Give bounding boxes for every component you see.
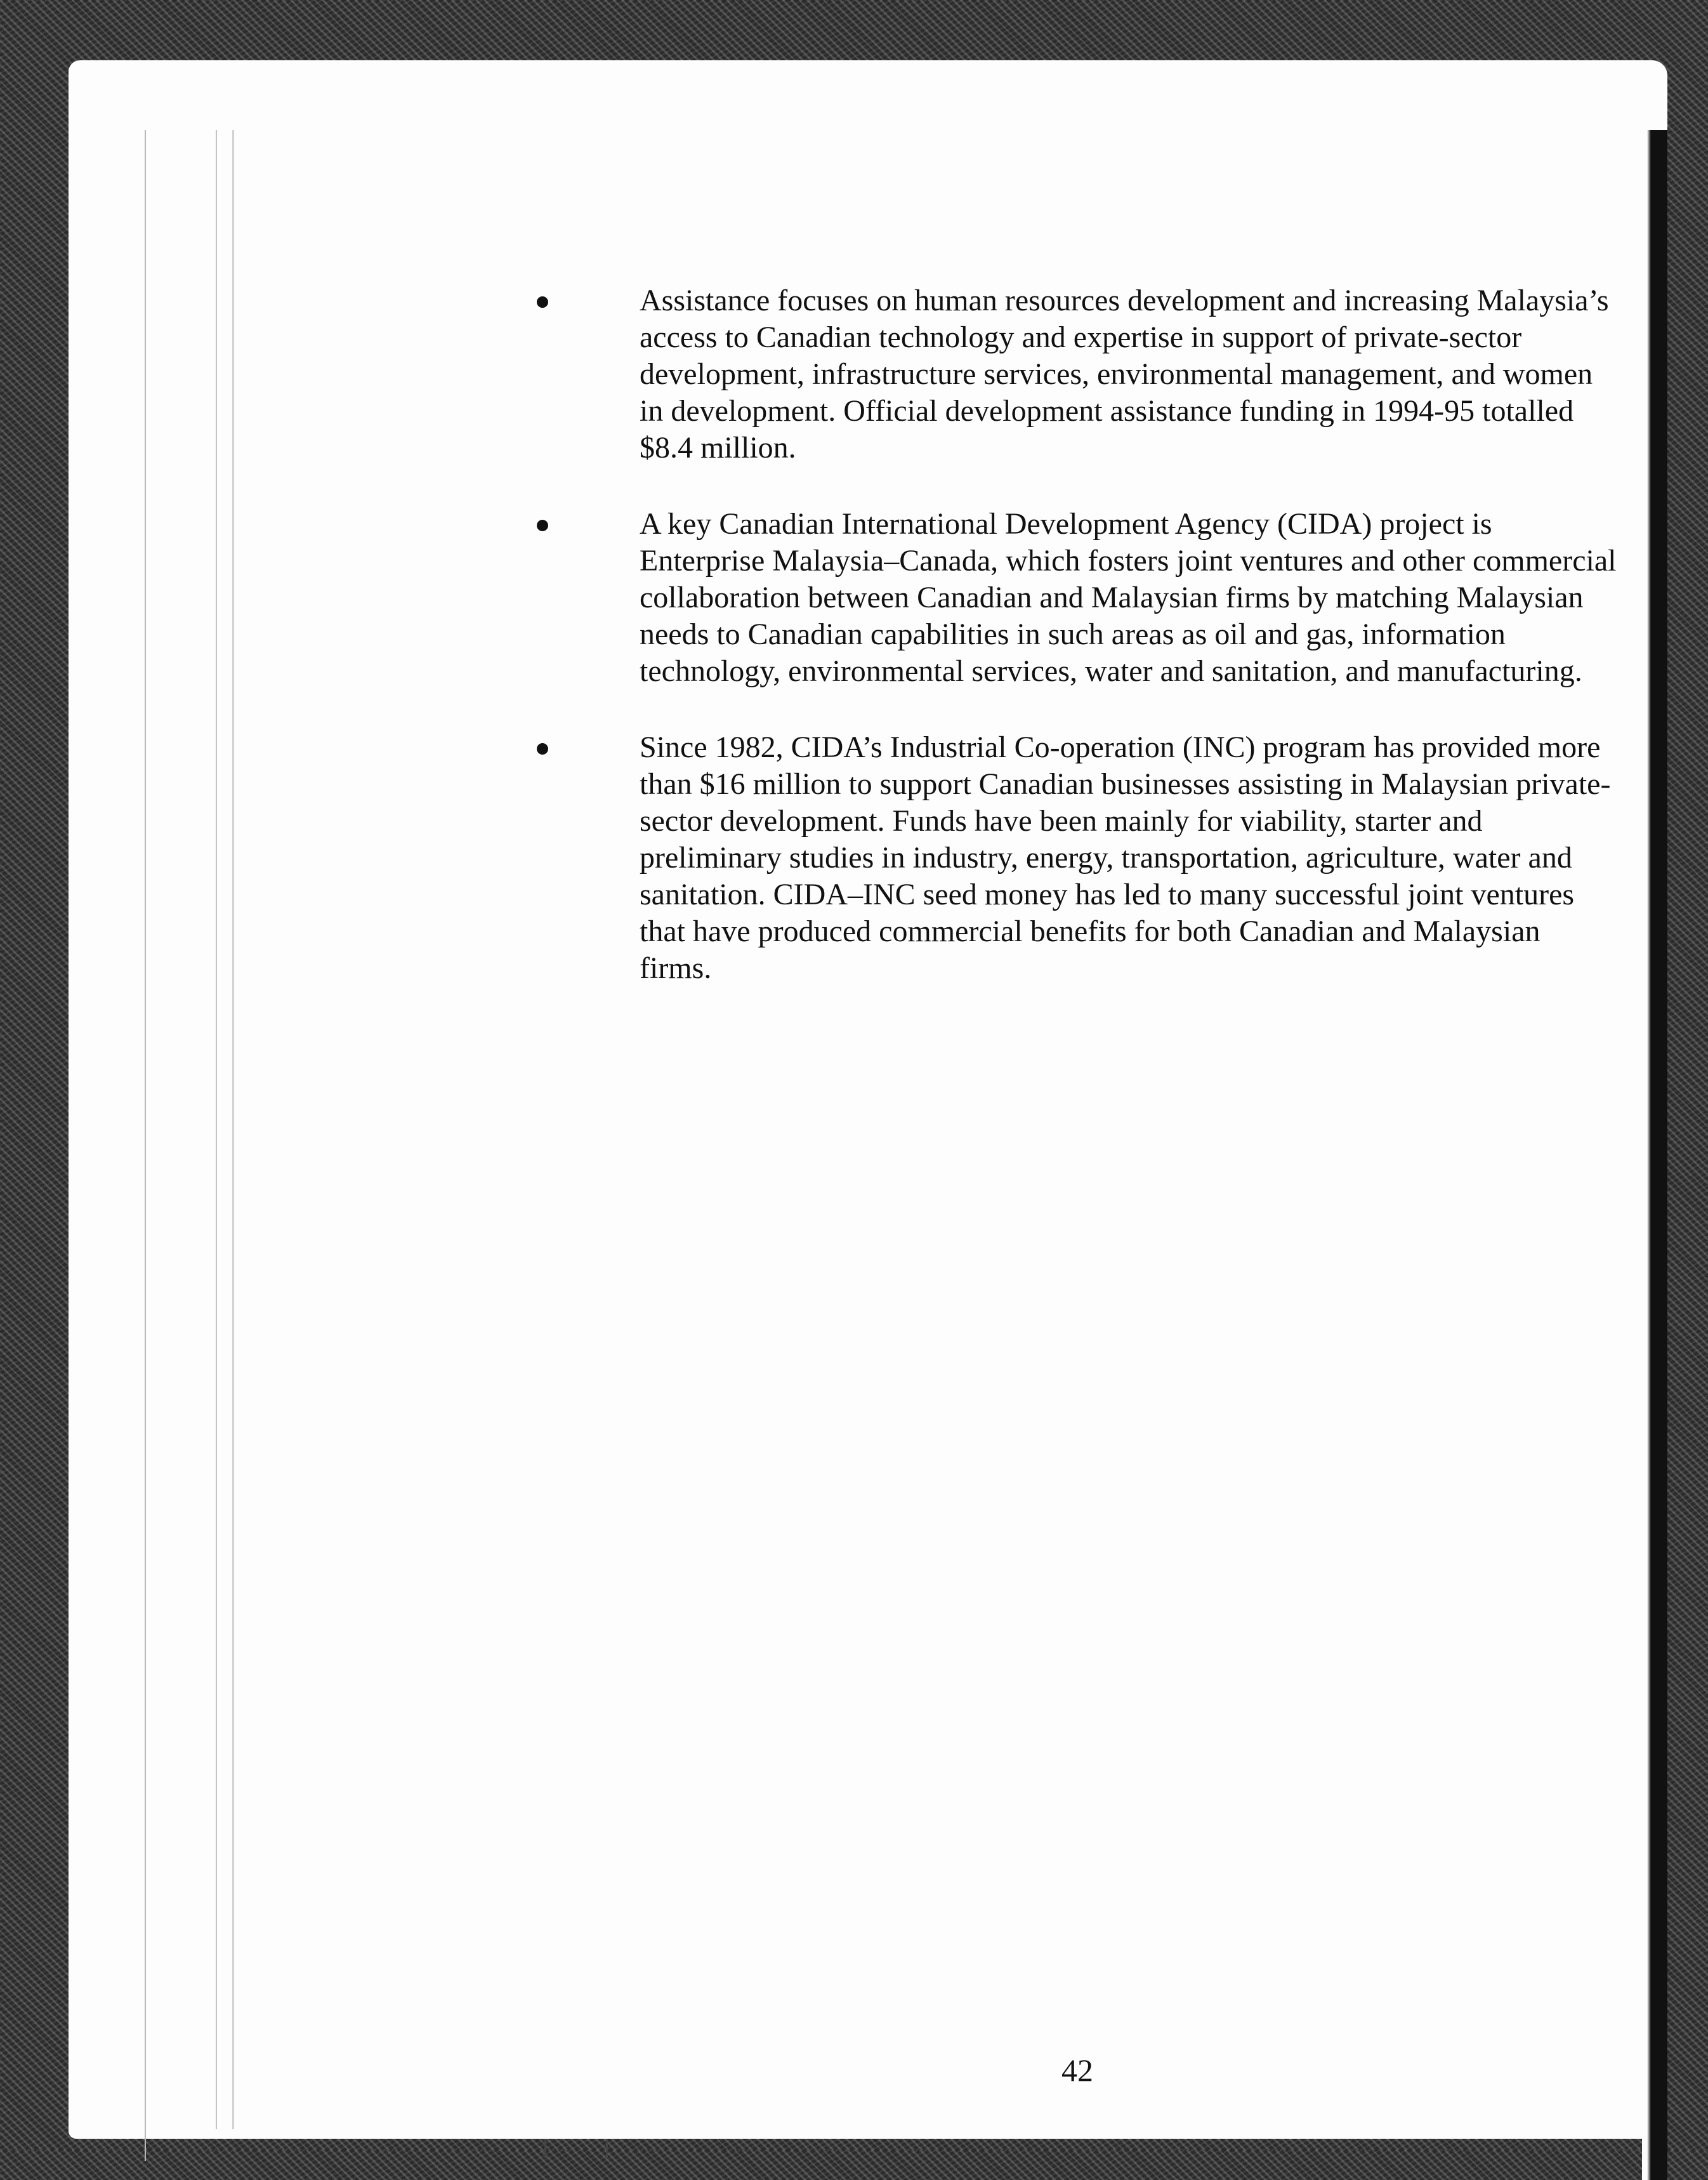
scan-margin-line (232, 130, 234, 2129)
scan-margin-line (145, 130, 160, 2161)
bullet-list (538, 282, 1617, 1026)
document-page (69, 60, 1667, 2139)
bullet-item (538, 282, 1617, 466)
bullet-text: Since 1982, CIDA’s Industrial Co-operation (INC) program has provided more than $16 million to support Canadian businesses assisting in Malaysian private-sector development. Funds have been mainly for viability, starter and preliminary studies in industry, energy, transportation, agriculture, water and sanitation. CIDA–INC seed money has led to many successful joint ventures that have produced commercial benefits for both Canadian and Malaysian firms. (640, 730, 1611, 985)
scan-mark (606, 2139, 608, 2158)
bullet-text: Assistance focuses on human resources development and increasing Malaysia’s access to Canadian technology and expertise in support of private-sector development, infrastructure services, environmental management, and women in development. Official development assistance funding in 1994-95 totalled $8.4 million. (640, 284, 1609, 465)
scan-mark (544, 2139, 546, 2158)
bullet-icon (537, 520, 548, 531)
bullet-text: A key Canadian International Development Agency (CIDA) project is Enterprise Malaysia–Canada, which fosters joint ventures and other commercial collaboration between Canadian and Malaysian firms by matching Malaysian needs to Canadian capabilities in such areas as oil and gas, information technology, environmental services, water and sanitation, and manufacturing. (640, 507, 1617, 688)
bullet-icon (537, 296, 548, 308)
bullet-item (538, 506, 1617, 690)
page-number: 42 (1061, 2052, 1093, 2088)
bullet-icon (537, 743, 548, 755)
binding-edge (1642, 130, 1667, 2180)
bullet-item (538, 729, 1617, 987)
scan-margin-line (216, 130, 217, 2129)
